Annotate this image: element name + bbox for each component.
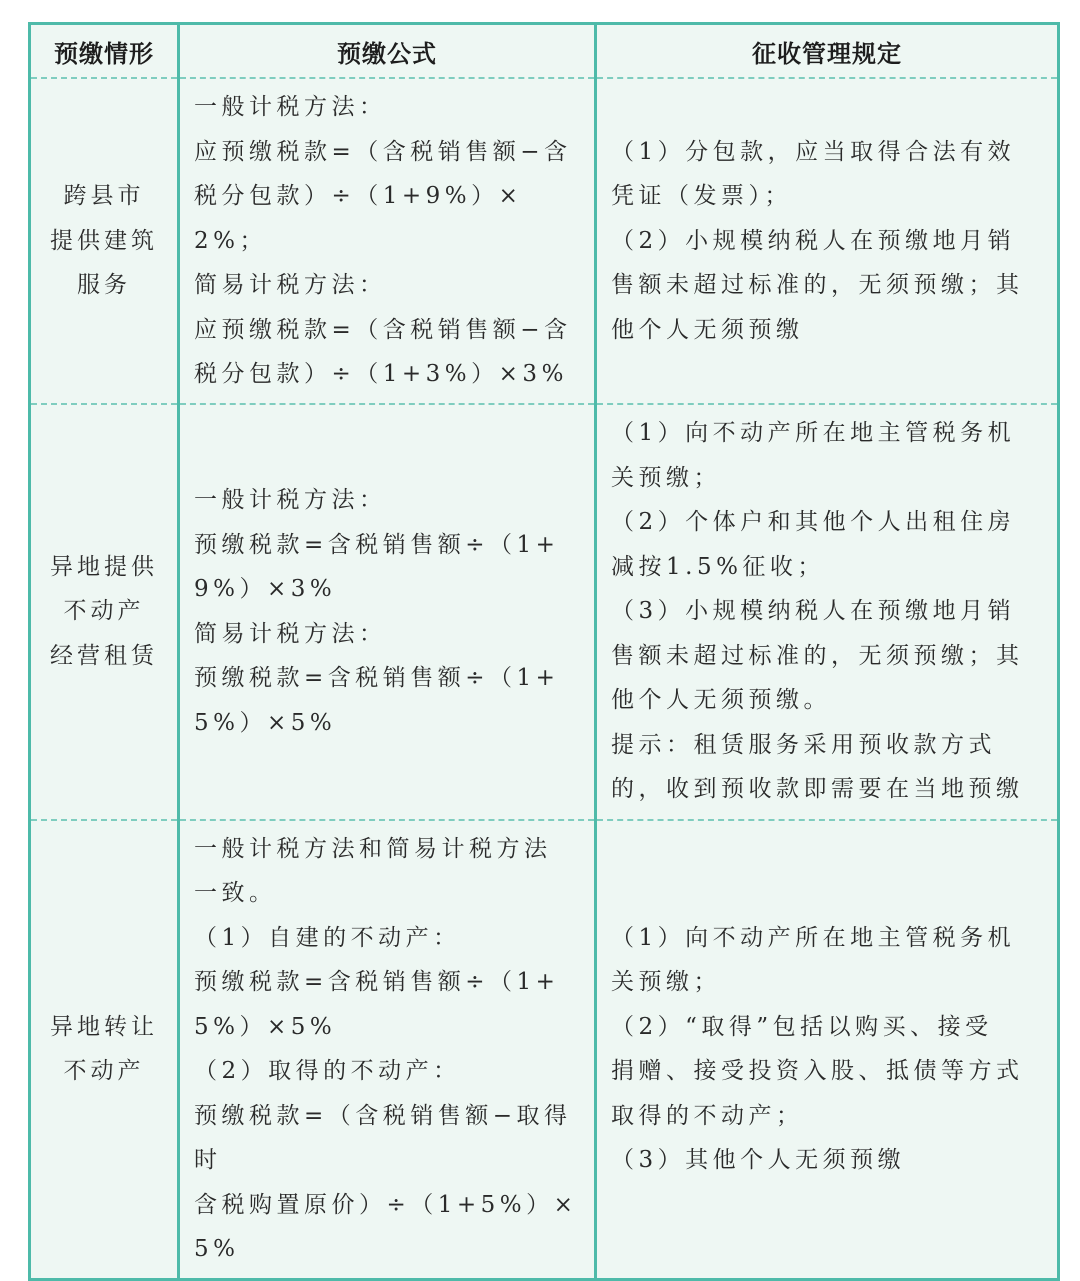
formula-line: 一致。 <box>194 880 277 906</box>
table-header-row <box>30 24 1059 79</box>
rules-cell <box>596 78 1059 404</box>
rules-line: 捐赠、接受投资入股、抵债等方式 <box>611 1058 1024 1084</box>
formula-line: 含税购置原价）÷（1+5%）×5% <box>194 1191 578 1262</box>
rules-line: （3）其他个人无须预缴 <box>611 1147 906 1173</box>
rules-line: 关预缴； <box>611 464 721 491</box>
formula-line: 一般计税方法和简易计税方法 <box>194 835 552 862</box>
rules-line: 减按1.5%征收； <box>611 553 825 580</box>
rules-line: 的，收到预收款即需要在当地预缴 <box>611 776 1024 803</box>
prepayment-table <box>28 22 1060 1281</box>
formula-line: 简易计税方法： <box>194 272 387 298</box>
case-line: 异地提供 <box>50 553 158 580</box>
rules-cell <box>596 820 1059 1280</box>
header-formula: 预缴公式 <box>179 24 596 79</box>
table-row <box>30 404 1059 820</box>
rules-line: 售额未超过标准的，无须预缴；其 <box>611 642 1024 669</box>
case-line: 不动产 <box>63 598 145 625</box>
case-line: 经营租赁 <box>50 642 158 669</box>
case-line: 跨县市 <box>63 183 145 209</box>
formula-line: 税分包款）÷（1+9%）×2%； <box>194 183 523 254</box>
case-line: 提供建筑 <box>50 227 158 254</box>
formula-line: 应预缴税款=（含税销售额−含 <box>194 316 572 343</box>
formula-line: 一般计税方法： <box>194 94 387 120</box>
rules-line: （3）小规模纳税人在预缴地月销 <box>611 598 1016 625</box>
case-line: 不动产 <box>63 1058 145 1084</box>
formula-line: 5%）×5% <box>194 1013 337 1040</box>
case-line: 服务 <box>77 272 131 298</box>
rules-cell <box>596 404 1059 820</box>
formula-line: 应预缴税款=（含税销售额−含 <box>194 138 572 165</box>
rules-line: 取得的不动产； <box>611 1102 804 1129</box>
formula-line: （2）取得的不动产： <box>194 1058 461 1084</box>
rules-line: 提示：租赁服务采用预收款方式 <box>611 731 996 758</box>
rules-line: （1）向不动产所在地主管税务机 <box>611 420 1016 447</box>
rules-line: （2）小规模纳税人在预缴地月销 <box>611 227 1016 254</box>
formula-line: 简易计税方法： <box>194 620 387 647</box>
rules-line: 他个人无须预缴。 <box>611 687 831 714</box>
formula-cell <box>179 78 596 404</box>
rules-line: （1）向不动产所在地主管税务机 <box>611 924 1016 951</box>
rules-line: （2）“取得”包括以购买、接受 <box>611 1013 993 1040</box>
formula-line: 预缴税款=（含税销售额−取得时 <box>194 1102 572 1173</box>
case-cell <box>30 404 179 820</box>
rules-line: 关预缴； <box>611 969 721 995</box>
formula-cell <box>179 820 596 1280</box>
table-row <box>30 78 1059 404</box>
rules-line: 凭证（发票）； <box>611 183 792 209</box>
formula-line: 预缴税款=含税销售额÷（1+ <box>194 531 560 558</box>
rules-line: （1）分包款，应当取得合法有效 <box>611 138 1016 165</box>
formula-line: 一般计税方法： <box>194 487 387 513</box>
formula-line: 预缴税款=含税销售额÷（1+ <box>194 665 560 691</box>
header-case: 预缴情形 <box>30 24 179 79</box>
formula-cell <box>179 404 596 820</box>
formula-line: 5%）×5% <box>194 709 337 736</box>
formula-line: 预缴税款=含税销售额÷（1+ <box>194 969 560 995</box>
case-cell <box>30 820 179 1280</box>
case-cell <box>30 78 179 404</box>
case-line: 异地转让 <box>50 1013 158 1040</box>
table-row <box>30 820 1059 1280</box>
formula-line: 税分包款）÷（1+3%）×3% <box>194 361 568 387</box>
formula-line: （1）自建的不动产： <box>194 924 461 951</box>
header-rules: 征收管理规定 <box>596 24 1059 79</box>
rules-line: 售额未超过标准的，无须预缴；其 <box>611 272 1024 298</box>
rules-line: 他个人无须预缴 <box>611 316 804 343</box>
rules-line: （2）个体户和其他个人出租住房 <box>611 509 1016 536</box>
formula-line: 9%）×3% <box>194 576 337 602</box>
